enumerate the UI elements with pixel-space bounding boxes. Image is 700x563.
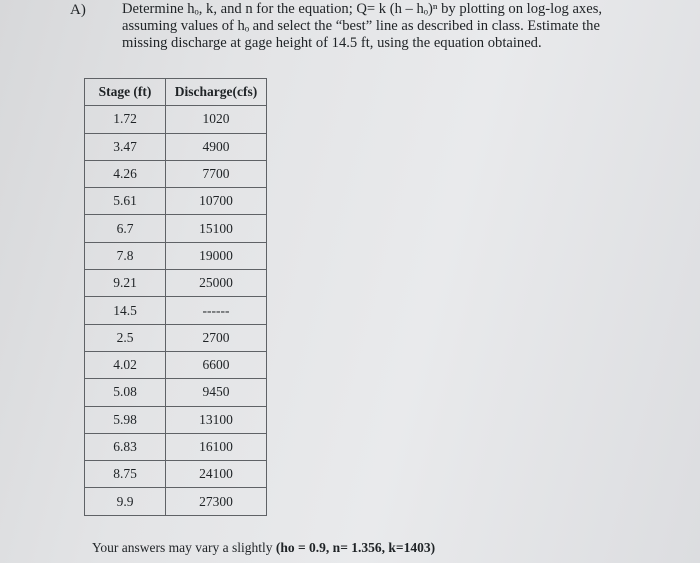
stage-cell: 9.21 bbox=[85, 270, 166, 297]
table-row bbox=[85, 433, 267, 460]
stage-cell: 2.5 bbox=[85, 324, 166, 351]
stage-cell: 6.7 bbox=[85, 215, 166, 242]
discharge-cell: 24100 bbox=[166, 461, 267, 488]
discharge-cell: 7700 bbox=[166, 160, 267, 187]
table-row bbox=[85, 406, 267, 433]
stage-cell: 5.98 bbox=[85, 406, 166, 433]
table-row bbox=[85, 324, 267, 351]
stage-cell: 14.5 bbox=[85, 297, 166, 324]
stage-cell: 9.9 bbox=[85, 488, 166, 515]
table-row bbox=[85, 160, 267, 187]
table-row bbox=[85, 215, 267, 242]
answer-note-text: Your answers may vary a slightly bbox=[92, 540, 276, 555]
stage-cell: 8.75 bbox=[85, 461, 166, 488]
stage-cell: 6.83 bbox=[85, 433, 166, 460]
answer-values: (ho = 0.9, n= 1.356, k=1403) bbox=[275, 540, 436, 555]
table-row bbox=[85, 242, 267, 269]
prompt-line: Determine hₒ, k, and n for the equation; Q= k (h – hₒ)ⁿ by plotting on log-log axes, bbox=[122, 1, 603, 17]
answer-note bbox=[92, 540, 435, 556]
prompt-line: missing discharge at gage height of 14.5 ft, using the equation obtained. bbox=[122, 35, 542, 51]
discharge-cell: 2700 bbox=[166, 324, 267, 351]
stage-cell: 7.8 bbox=[85, 242, 166, 269]
stage-discharge-table bbox=[84, 78, 267, 516]
discharge-cell: 1020 bbox=[166, 106, 267, 133]
discharge-cell: 19000 bbox=[166, 242, 267, 269]
stage-cell: 5.08 bbox=[85, 379, 166, 406]
discharge-cell: 27300 bbox=[166, 488, 267, 515]
question-prompt bbox=[122, 1, 692, 52]
discharge-cell: 9450 bbox=[166, 379, 267, 406]
table-row bbox=[85, 379, 267, 406]
prompt-line: assuming values of hₒ and select the “best” line as described in class. Estimate the bbox=[122, 18, 600, 34]
table-row bbox=[85, 351, 267, 378]
table-row bbox=[85, 106, 267, 133]
table-row bbox=[85, 188, 267, 215]
discharge-cell: 15100 bbox=[166, 215, 267, 242]
table-body bbox=[85, 106, 267, 515]
discharge-cell: 4900 bbox=[166, 133, 267, 160]
discharge-cell: 25000 bbox=[166, 270, 267, 297]
discharge-cell: 16100 bbox=[166, 433, 267, 460]
discharge-cell: 6600 bbox=[166, 351, 267, 378]
stage-cell: 4.02 bbox=[85, 351, 166, 378]
stage-header: Stage (ft) bbox=[85, 79, 166, 106]
question-label: A) bbox=[70, 2, 86, 18]
discharge-cell: 10700 bbox=[166, 188, 267, 215]
table-row bbox=[85, 270, 267, 297]
table-header-row bbox=[85, 79, 267, 106]
stage-cell: 5.61 bbox=[85, 188, 166, 215]
table-row bbox=[85, 297, 267, 324]
discharge-cell: 13100 bbox=[166, 406, 267, 433]
discharge-cell: ------ bbox=[166, 297, 267, 324]
table-row bbox=[85, 133, 267, 160]
discharge-header: Discharge(cfs) bbox=[166, 79, 267, 106]
stage-cell: 3.47 bbox=[85, 133, 166, 160]
stage-cell: 4.26 bbox=[85, 160, 166, 187]
stage-cell: 1.72 bbox=[85, 106, 166, 133]
table-row bbox=[85, 488, 267, 515]
table-row bbox=[85, 461, 267, 488]
